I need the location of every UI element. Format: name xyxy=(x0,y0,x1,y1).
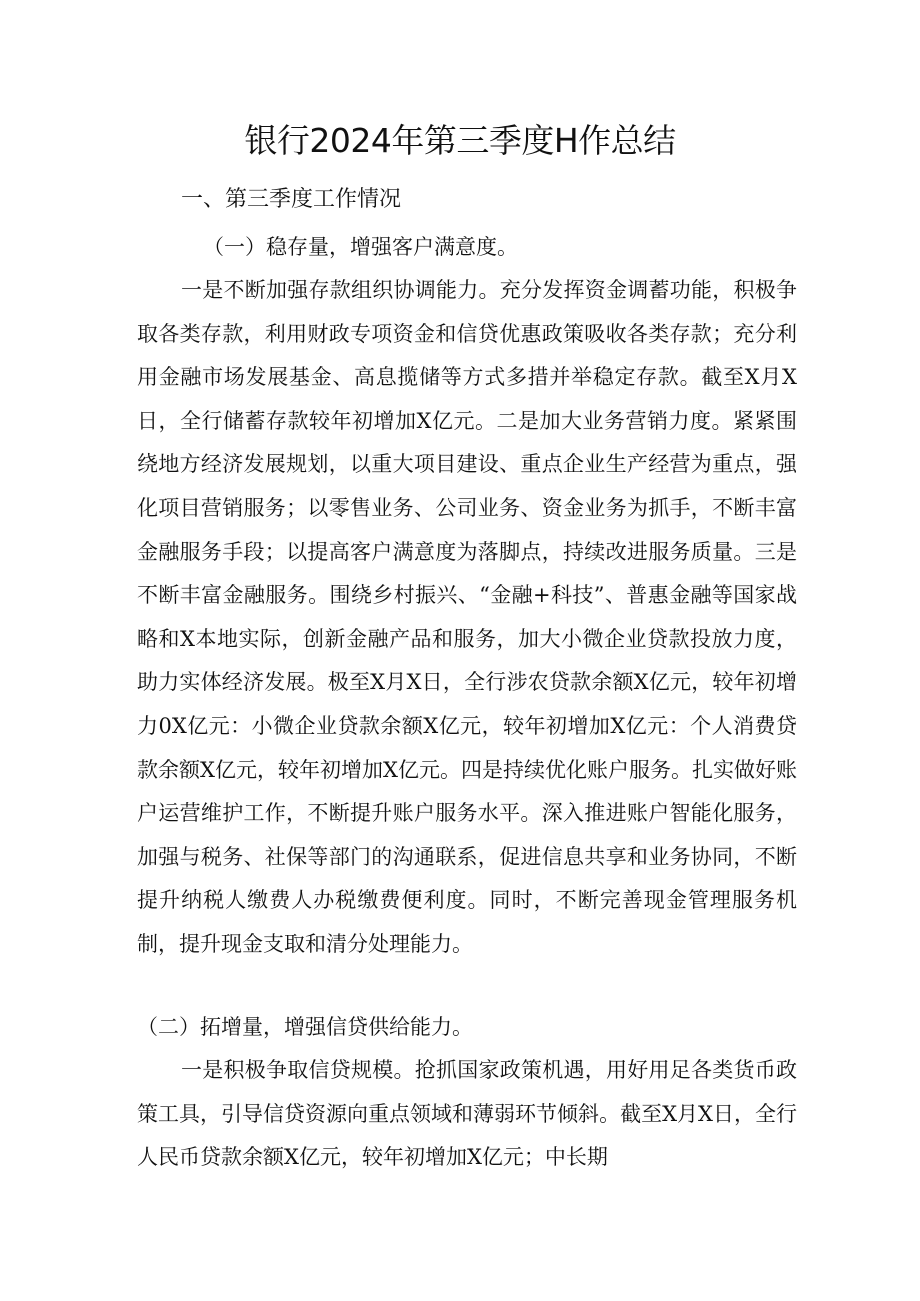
subheading-stabilize-deposits: （一）稳存量，增强客户满意度。 xyxy=(203,235,518,259)
section-heading: 一、第三季度工作情况 xyxy=(181,187,402,212)
paragraph-credit-scale: 一是积极争取信贷规模。抢抓国家政策机遇，用好用足各类货币政策工具，引导信贷资源向重点领域和薄弱环节倾斜。截至X月X日，全行人民币贷款余额X亿元，较年初增加X亿元；中长期 xyxy=(137,1058,797,1170)
subheading-expand-credit: （二）拓增量，增强信贷供给能力。 xyxy=(137,1015,473,1039)
paragraph-deposits-and-services: 一是不断加强存款组织协调能力。充分发挥资金调蓄功能，积极争取各类存款，利用财政专项资金和信贷优惠政策吸收各类存款；充分利用金融市场发展基金、高息揽储等方式多措并举稳定存款。截至X月X日，全行储蓄存款较年初增加X亿元。二是加大业务营销力度。紧紧围绕地方经济发展规划，以重大项目建设、重点企业生产经营为重点，强化项目营销服务；以零售业务、公司业务、资金业务为抓手，不断丰富金融服务手段；以提高客户满意度为落脚点，持续改进服务质量。三是不断丰富金融服务。围绕乡村振兴、“金融+科技”、普惠金融等国家战略和X本地实际，创新金融产品和服务，加大小微企业贷款投放力度，助力实体经济发展。极至X月X日，全行涉农贷款余额X亿元，较年初增力0X亿元：小微企业贷款余额X亿元，较年初增加X亿元：个人消费贷款余额X亿元，较年初增加X亿元。四是持续优化账户服务。扎实做好账户运营维护工作，不断提升账户服务水平。深入推进账户智能化服务，加强与税务、社保等部门的沟通联系，促进信息共享和业务协同，不断提升纳税人缴费人办税缴费便利度。同时，不断完善现金管理服务机制，提升现金支取和清分处理能力。 xyxy=(137,278,797,956)
document-title: 银行2024年第三季度H作总结 xyxy=(244,121,676,160)
